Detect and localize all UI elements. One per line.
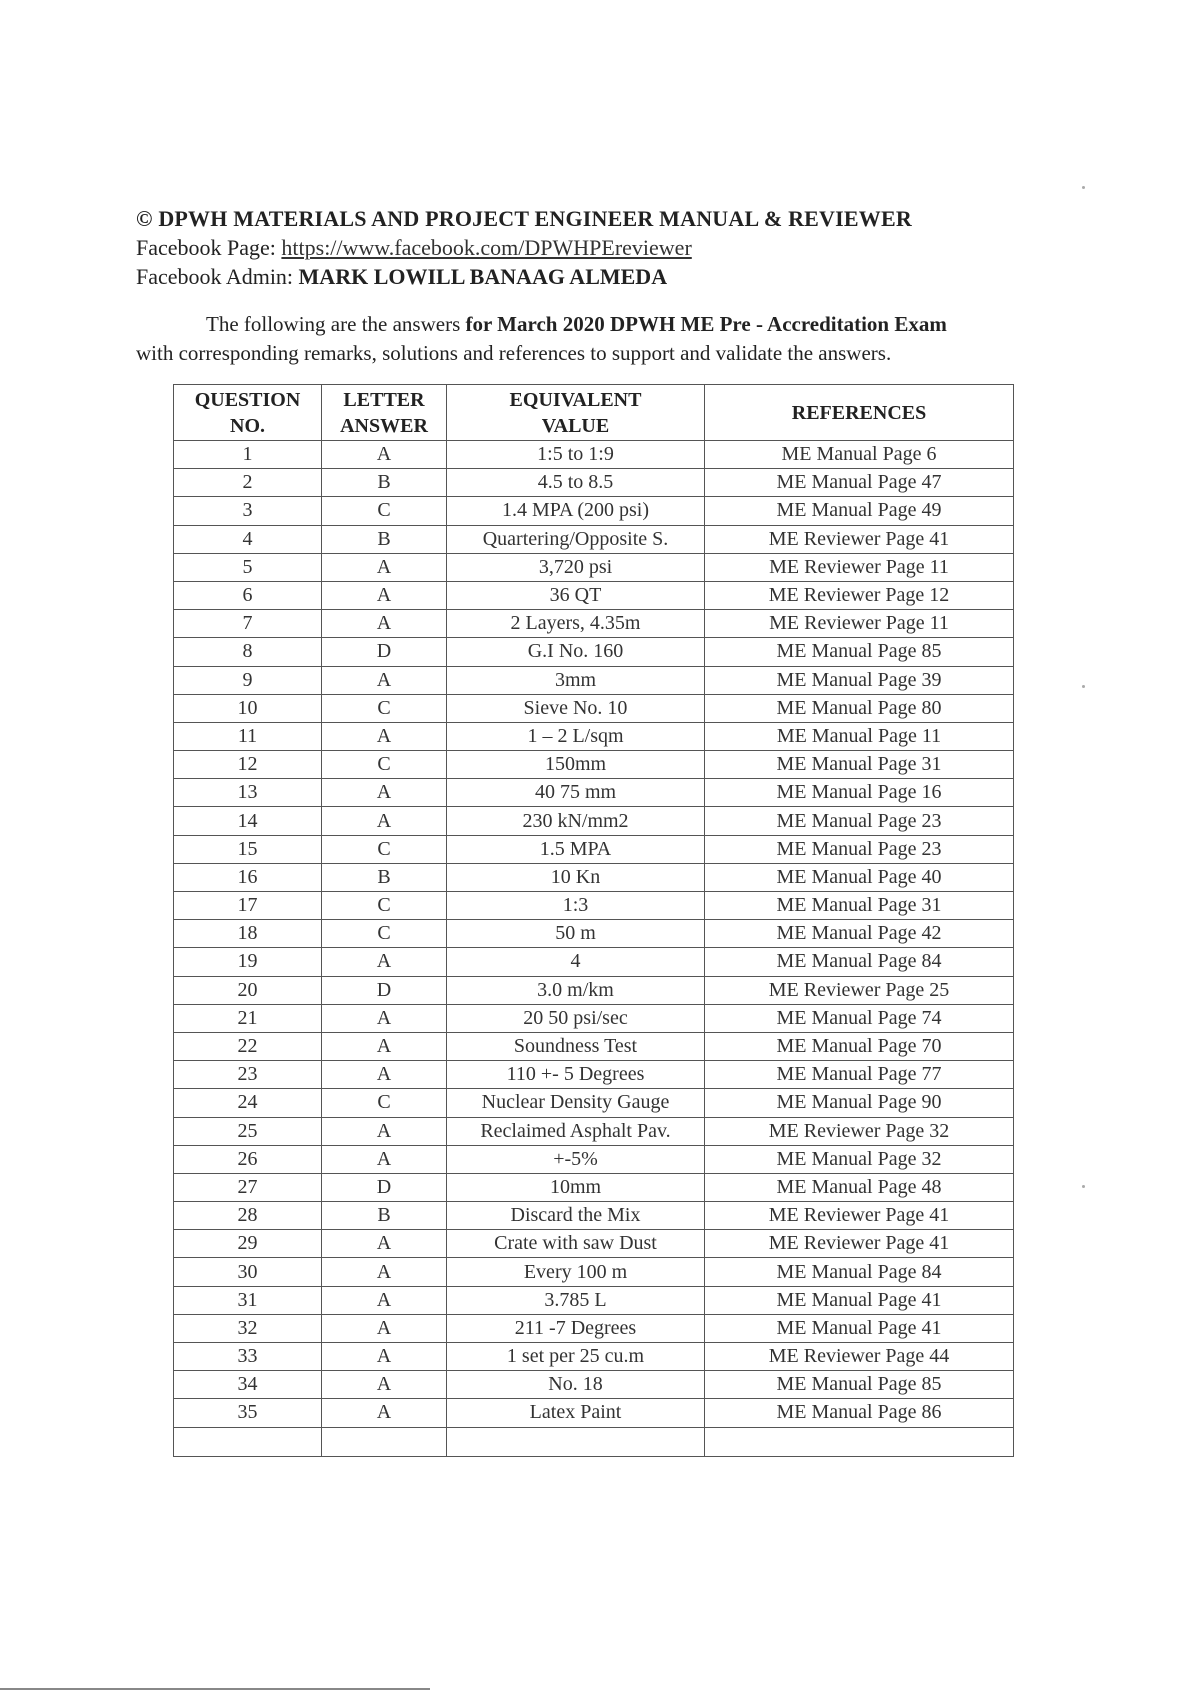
equivalent-value-cell: 211 -7 Degrees	[447, 1314, 705, 1342]
table-row	[174, 553, 1014, 581]
reference-cell: ME Reviewer Page 41	[705, 1230, 1014, 1258]
empty-cell	[447, 1427, 705, 1456]
facebook-admin-name: MARK LOWILL BANAAG ALMEDA	[298, 264, 668, 289]
question-no-cell: 12	[174, 751, 322, 779]
equivalent-value-cell: 3mm	[447, 666, 705, 694]
letter-answer-cell: A	[322, 1258, 447, 1286]
question-no-cell: 21	[174, 1004, 322, 1032]
question-no-cell: 8	[174, 638, 322, 666]
answer-table-body	[174, 441, 1014, 1457]
letter-answer-cell: C	[322, 497, 447, 525]
question-no-cell: 10	[174, 694, 322, 722]
reference-cell: ME Reviewer Page 44	[705, 1343, 1014, 1371]
question-no-cell: 28	[174, 1202, 322, 1230]
table-row	[174, 1202, 1014, 1230]
question-no-cell: 6	[174, 581, 322, 609]
reference-cell: ME Manual Page 86	[705, 1399, 1014, 1427]
reference-cell: ME Manual Page 84	[705, 1258, 1014, 1286]
equivalent-value-cell: 3,720 psi	[447, 553, 705, 581]
equivalent-value-cell: 4	[447, 948, 705, 976]
equivalent-value-cell: Soundness Test	[447, 1032, 705, 1060]
letter-answer-cell: A	[322, 581, 447, 609]
question-no-cell: 34	[174, 1371, 322, 1399]
reference-cell: ME Manual Page 23	[705, 807, 1014, 835]
equivalent-value-cell: 50 m	[447, 920, 705, 948]
answer-table	[173, 384, 1014, 1457]
facebook-admin-label: Facebook Admin:	[136, 264, 299, 289]
table-row	[174, 1004, 1014, 1032]
equivalent-value-cell: 1.5 MPA	[447, 835, 705, 863]
reference-cell: ME Reviewer Page 32	[705, 1117, 1014, 1145]
table-row	[174, 1032, 1014, 1060]
reference-cell: ME Manual Page 16	[705, 779, 1014, 807]
question-no-cell: 27	[174, 1173, 322, 1201]
reference-cell: ME Manual Page 77	[705, 1061, 1014, 1089]
question-no-cell: 32	[174, 1314, 322, 1342]
table-row	[174, 892, 1014, 920]
table-row	[174, 1371, 1014, 1399]
letter-answer-cell: A	[322, 779, 447, 807]
table-row	[174, 1314, 1014, 1342]
equivalent-value-cell: +-5%	[447, 1145, 705, 1173]
equivalent-value-cell: Sieve No. 10	[447, 694, 705, 722]
document-header	[136, 204, 1096, 291]
letter-answer-cell: A	[322, 610, 447, 638]
equivalent-value-cell: 230 kN/mm2	[447, 807, 705, 835]
reference-cell: ME Manual Page 32	[705, 1145, 1014, 1173]
letter-answer-cell: A	[322, 1371, 447, 1399]
question-no-cell: 7	[174, 610, 322, 638]
table-row	[174, 666, 1014, 694]
reference-cell: ME Manual Page 41	[705, 1314, 1014, 1342]
table-row-blank	[174, 1427, 1014, 1456]
scan-speck	[1082, 1185, 1085, 1188]
equivalent-value-cell: 40 75 mm	[447, 779, 705, 807]
letter-answer-cell: A	[322, 722, 447, 750]
table-row	[174, 497, 1014, 525]
question-no-cell: 16	[174, 863, 322, 891]
scan-edge-line	[0, 1688, 430, 1690]
letter-answer-cell: A	[322, 1061, 447, 1089]
question-no-cell: 23	[174, 1061, 322, 1089]
question-no-cell: 15	[174, 835, 322, 863]
equivalent-value-cell: 1 set per 25 cu.m	[447, 1343, 705, 1371]
question-no-cell: 35	[174, 1399, 322, 1427]
question-no-cell: 4	[174, 525, 322, 553]
letter-answer-cell: C	[322, 835, 447, 863]
equivalent-value-cell: 1 – 2 L/sqm	[447, 722, 705, 750]
reference-cell: ME Reviewer Page 11	[705, 553, 1014, 581]
table-row	[174, 920, 1014, 948]
letter-answer-cell: B	[322, 863, 447, 891]
reference-cell: ME Manual Page 31	[705, 892, 1014, 920]
equivalent-value-cell: 36 QT	[447, 581, 705, 609]
letter-answer-cell: A	[322, 1230, 447, 1258]
equivalent-value-cell: 10mm	[447, 1173, 705, 1201]
question-no-cell: 33	[174, 1343, 322, 1371]
table-row	[174, 1089, 1014, 1117]
letter-answer-cell: A	[322, 1286, 447, 1314]
table-row	[174, 610, 1014, 638]
equivalent-value-cell: 4.5 to 8.5	[447, 469, 705, 497]
equivalent-value-cell: G.I No. 160	[447, 638, 705, 666]
intro-paragraph	[136, 310, 1096, 368]
question-no-cell: 9	[174, 666, 322, 694]
letter-answer-cell: A	[322, 807, 447, 835]
table-row	[174, 835, 1014, 863]
reference-cell: ME Manual Page 74	[705, 1004, 1014, 1032]
equivalent-value-cell: Discard the Mix	[447, 1202, 705, 1230]
question-no-cell: 5	[174, 553, 322, 581]
question-no-cell: 26	[174, 1145, 322, 1173]
equivalent-value-cell: 3.0 m/km	[447, 976, 705, 1004]
document-title: © DPWH MATERIALS AND PROJECT ENGINEER MANUAL & REVIEWER	[136, 206, 912, 231]
reference-cell: ME Reviewer Page 25	[705, 976, 1014, 1004]
table-row	[174, 1173, 1014, 1201]
intro-text-b: for March 2020 DPWH ME Pre - Accreditation Exam	[465, 312, 947, 336]
reference-cell: ME Reviewer Page 41	[705, 525, 1014, 553]
table-row	[174, 1061, 1014, 1089]
letter-answer-cell: A	[322, 1004, 447, 1032]
table-row	[174, 694, 1014, 722]
table-row	[174, 1286, 1014, 1314]
empty-cell	[705, 1427, 1014, 1456]
equivalent-value-cell: Every 100 m	[447, 1258, 705, 1286]
table-row	[174, 525, 1014, 553]
question-no-cell: 25	[174, 1117, 322, 1145]
letter-answer-cell: A	[322, 441, 447, 469]
equivalent-value-cell: Latex Paint	[447, 1399, 705, 1427]
reference-cell: ME Manual Page 70	[705, 1032, 1014, 1060]
equivalent-value-cell: 3.785 L	[447, 1286, 705, 1314]
equivalent-value-cell: 1.4 MPA (200 psi)	[447, 497, 705, 525]
equivalent-value-cell: No. 18	[447, 1371, 705, 1399]
question-no-cell: 17	[174, 892, 322, 920]
equivalent-value-cell: 1:5 to 1:9	[447, 441, 705, 469]
question-no-cell: 11	[174, 722, 322, 750]
letter-answer-cell: B	[322, 469, 447, 497]
table-row	[174, 948, 1014, 976]
intro-line-2: with corresponding remarks, solutions and references to support and validate the answers.	[136, 341, 892, 365]
question-no-cell: 29	[174, 1230, 322, 1258]
table-row	[174, 807, 1014, 835]
letter-answer-cell: B	[322, 1202, 447, 1230]
letter-answer-cell: A	[322, 1032, 447, 1060]
letter-answer-cell: C	[322, 751, 447, 779]
letter-answer-cell: C	[322, 694, 447, 722]
reference-cell: ME Manual Page 49	[705, 497, 1014, 525]
header-letter-answer: LETTER ANSWER	[322, 385, 447, 441]
empty-cell	[322, 1427, 447, 1456]
reference-cell: ME Reviewer Page 41	[705, 1202, 1014, 1230]
table-header-row	[174, 385, 1014, 441]
table-row	[174, 638, 1014, 666]
letter-answer-cell: C	[322, 892, 447, 920]
equivalent-value-cell: 1:3	[447, 892, 705, 920]
table-row	[174, 581, 1014, 609]
equivalent-value-cell: Crate with saw Dust	[447, 1230, 705, 1258]
table-row	[174, 469, 1014, 497]
scan-speck	[1082, 186, 1085, 189]
equivalent-value-cell: 150mm	[447, 751, 705, 779]
intro-text-a: The following are the answers	[206, 312, 466, 336]
table-row	[174, 1399, 1014, 1427]
reference-cell: ME Reviewer Page 11	[705, 610, 1014, 638]
header-references: REFERENCES	[705, 385, 1014, 441]
letter-answer-cell: C	[322, 1089, 447, 1117]
letter-answer-cell: A	[322, 1399, 447, 1427]
letter-answer-cell: A	[322, 1314, 447, 1342]
table-row	[174, 863, 1014, 891]
equivalent-value-cell: Nuclear Density Gauge	[447, 1089, 705, 1117]
facebook-admin-line	[136, 262, 1096, 291]
scan-speck	[1082, 685, 1085, 688]
table-row	[174, 1117, 1014, 1145]
letter-answer-cell: D	[322, 976, 447, 1004]
reference-cell: ME Manual Page 85	[705, 638, 1014, 666]
table-row	[174, 1230, 1014, 1258]
question-no-cell: 18	[174, 920, 322, 948]
letter-answer-cell: A	[322, 1145, 447, 1173]
table-row	[174, 1343, 1014, 1371]
reference-cell: ME Manual Page 80	[705, 694, 1014, 722]
table-row	[174, 751, 1014, 779]
reference-cell: ME Manual Page 11	[705, 722, 1014, 750]
letter-answer-cell: A	[322, 1343, 447, 1371]
letter-answer-cell: C	[322, 920, 447, 948]
header-question-no: QUESTION NO.	[174, 385, 322, 441]
reference-cell: ME Reviewer Page 12	[705, 581, 1014, 609]
reference-cell: ME Manual Page 23	[705, 835, 1014, 863]
letter-answer-cell: A	[322, 553, 447, 581]
question-no-cell: 30	[174, 1258, 322, 1286]
question-no-cell: 1	[174, 441, 322, 469]
table-row	[174, 1145, 1014, 1173]
facebook-page-link[interactable]: https://www.facebook.com/DPWHPEreviewer	[281, 235, 692, 260]
question-no-cell: 2	[174, 469, 322, 497]
reference-cell: ME Manual Page 6	[705, 441, 1014, 469]
letter-answer-cell: D	[322, 638, 447, 666]
question-no-cell: 22	[174, 1032, 322, 1060]
reference-cell: ME Manual Page 47	[705, 469, 1014, 497]
equivalent-value-cell: Reclaimed Asphalt Pav.	[447, 1117, 705, 1145]
reference-cell: ME Manual Page 39	[705, 666, 1014, 694]
header-equivalent-value: EQUIVALENT VALUE	[447, 385, 705, 441]
reference-cell: ME Manual Page 85	[705, 1371, 1014, 1399]
reference-cell: ME Manual Page 90	[705, 1089, 1014, 1117]
question-no-cell: 20	[174, 976, 322, 1004]
letter-answer-cell: D	[322, 1173, 447, 1201]
question-no-cell: 31	[174, 1286, 322, 1314]
equivalent-value-cell: 20 50 psi/sec	[447, 1004, 705, 1032]
question-no-cell: 13	[174, 779, 322, 807]
empty-cell	[174, 1427, 322, 1456]
table-row	[174, 976, 1014, 1004]
equivalent-value-cell: 110 +- 5 Degrees	[447, 1061, 705, 1089]
reference-cell: ME Manual Page 40	[705, 863, 1014, 891]
equivalent-value-cell: Quartering/Opposite S.	[447, 525, 705, 553]
facebook-page-line	[136, 233, 1096, 262]
letter-answer-cell: A	[322, 948, 447, 976]
letter-answer-cell: A	[322, 666, 447, 694]
letter-answer-cell: B	[322, 525, 447, 553]
question-no-cell: 14	[174, 807, 322, 835]
reference-cell: ME Manual Page 42	[705, 920, 1014, 948]
letter-answer-cell: A	[322, 1117, 447, 1145]
reference-cell: ME Manual Page 84	[705, 948, 1014, 976]
question-no-cell: 24	[174, 1089, 322, 1117]
reference-cell: ME Manual Page 48	[705, 1173, 1014, 1201]
facebook-page-label: Facebook Page:	[136, 235, 282, 260]
question-no-cell: 3	[174, 497, 322, 525]
reference-cell: ME Manual Page 41	[705, 1286, 1014, 1314]
table-row	[174, 1258, 1014, 1286]
table-row	[174, 779, 1014, 807]
reference-cell: ME Manual Page 31	[705, 751, 1014, 779]
intro-line-1	[136, 310, 1096, 339]
question-no-cell: 19	[174, 948, 322, 976]
table-row	[174, 722, 1014, 750]
equivalent-value-cell: 2 Layers, 4.35m	[447, 610, 705, 638]
equivalent-value-cell: 10 Kn	[447, 863, 705, 891]
table-row	[174, 441, 1014, 469]
